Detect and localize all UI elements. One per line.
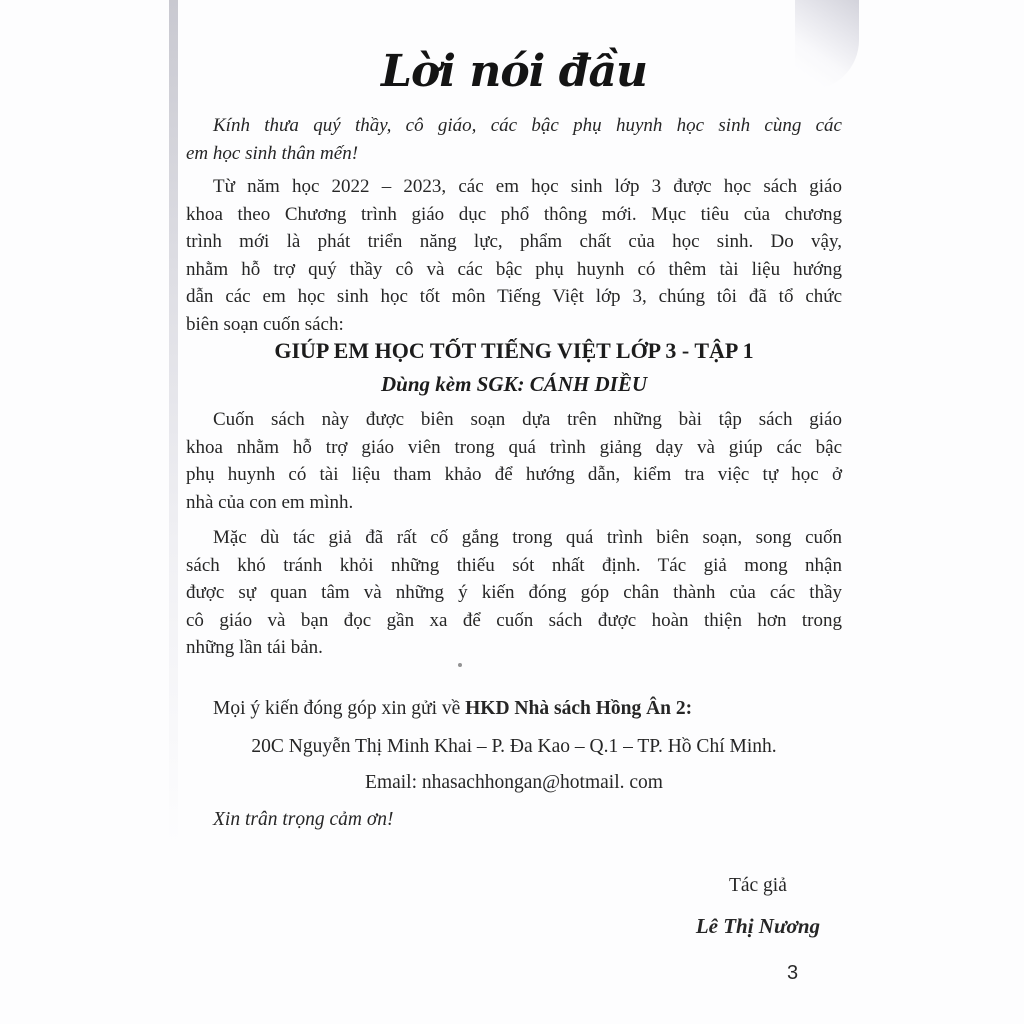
text-line: Cuốn sách này được biên soạn dựa trên những bài tập sách giáo	[213, 409, 842, 430]
preface-title: Lời nói đầu	[381, 46, 647, 97]
text-line: em học sinh thân mến!	[186, 142, 359, 164]
text-line: cô giáo và bạn đọc gần xa để cuốn sách được hoàn thiện hơn trong	[186, 609, 842, 631]
scan-artifact-dot	[458, 663, 462, 667]
publisher-address: 20C Nguyễn Thị Minh Khai – P. Đa Kao – Q.1 – TP. Hồ Chí Minh.	[251, 735, 777, 757]
book-title: GIÚP EM HỌC TỐT TIẾNG VIỆT LỚP 3 - TẬP 1	[274, 338, 754, 363]
text-line: khoa theo Chương trình giáo dục phổ thông mới. Mục tiêu của chương	[186, 203, 842, 225]
greeting-paragraph	[186, 112, 842, 167]
apology-paragraph	[186, 524, 842, 662]
contact-intro-line	[186, 695, 842, 723]
text-line: trình mới là phát triển năng lực, phẩm chất của học sinh. Do vậy,	[186, 231, 842, 252]
text-line: nhằm hỗ trợ quý thầy cô và các bậc phụ huynh có thêm tài liệu hướng	[186, 258, 842, 280]
text-line: Mặc dù tác giả đã rất cố gắng trong quá trình biên soạn, song cuốn	[213, 527, 842, 548]
publisher-name: HKD Nhà sách Hồng Ân 2:	[465, 697, 693, 719]
text-line: Từ năm học 2022 – 2023, các em học sinh lớp 3 được học sách giáo	[213, 176, 842, 197]
author-name: Lê Thị Nương	[695, 913, 820, 938]
purpose-paragraph	[186, 406, 842, 516]
contact-intro-text: Mọi ý kiến đóng góp xin gửi về	[213, 697, 466, 719]
text-line: nhà của con em mình.	[186, 491, 354, 513]
book-subtitle: Dùng kèm SGK: CÁNH DIỀU	[380, 372, 648, 396]
text-line: khoa nhằm hỗ trợ giáo viên trong quá trình giảng dạy và giúp các bậc	[186, 436, 842, 458]
text-line: phụ huynh có tài liệu tham khảo để hướng dẫn, kiểm tra việc tự học ở	[186, 464, 842, 485]
text-line: những lần tái bản.	[186, 637, 323, 658]
text-line: được sự quan tâm và những ý kiến đóng góp chân thành của các thầy	[186, 582, 842, 603]
page-number: 3	[787, 962, 799, 984]
text-line: biên soạn cuốn sách:	[186, 313, 344, 335]
closing-line: Xin trân trọng cảm ơn!	[213, 808, 394, 830]
publisher-email: Email: nhasachhongan@hotmail. com	[365, 771, 663, 793]
page-content	[186, 40, 842, 939]
text-line: dẫn các em học sinh học tốt môn Tiếng Việt lớp 3, chúng tôi đã tổ chức	[186, 286, 842, 307]
intro-paragraph	[186, 173, 842, 338]
signature-role: Tác giả	[728, 874, 787, 896]
text-line: sách khó tránh khỏi những thiếu sót nhất định. Tác giả mong nhận	[186, 554, 842, 576]
signature-inner	[696, 874, 820, 939]
signature-block	[186, 874, 842, 939]
text-line: Kính thưa quý thầy, cô giáo, các bậc phụ huynh học sinh cùng các	[213, 115, 842, 136]
page-left-edge-shadow	[169, 0, 178, 845]
